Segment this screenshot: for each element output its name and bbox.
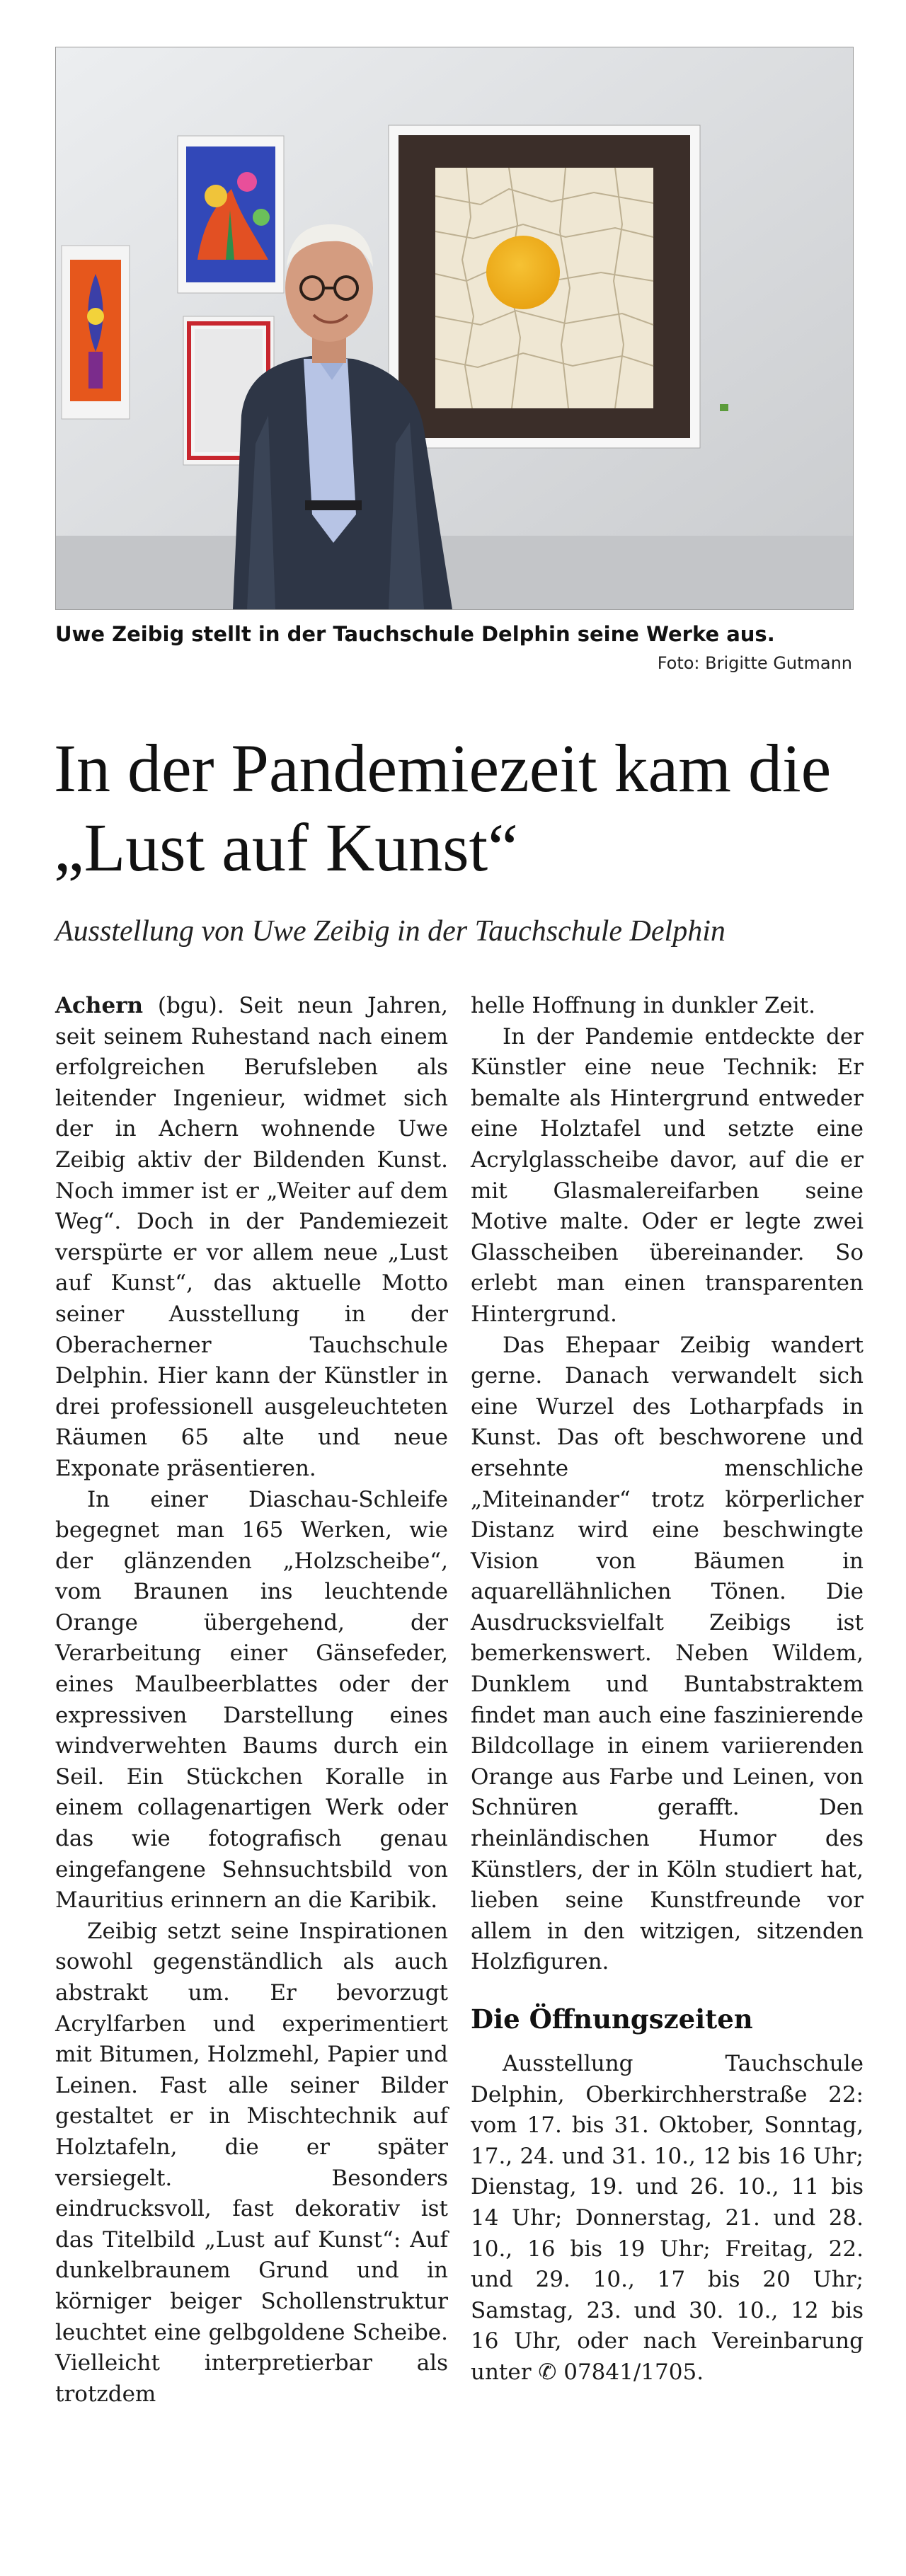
paragraph-text: (bgu). Seit neun Jahren, seit seinem Ruhestand nach einem erfolgreichen Berufsleben als leitender Ingenieur, widmet sich der in Achern wohnende Uwe Zeibig aktiv der Bildenden Kunst. Noch immer ist er „Weiter auf dem Weg“. Doch in der Pandemiezeit verspürte er vor allem neue „Lust auf Kunst“, das aktuelle Motto seiner Ausstellung in der Oberacherner Tauchschule Delphin. Hier kann der Künstler in drei professionell ausgeleuchteten Räumen 65 alte und neue Exponate präsentieren. <box>55 993 448 1481</box>
article-paragraph <box>55 991 448 1485</box>
info-box-title: Die Öffnungszeiten <box>471 2003 753 2035</box>
article-column-right <box>471 991 864 2388</box>
info-box-text: Ausstellung Tauchschule Delphin, Oberkirchherstraße 22: vom 17. bis 31. Oktober, Sonntag, 17., 24. und 31. 10., 12 bis 16 Uhr; Dienstag, 19. und 26. 10., 11 bis 14 Uhr; Donnerstag, 21. und 28. 10., 16 bis 19 Uhr; Freitag, 22. und 29. 10., 17 bis 20 Uhr; Samstag, 23. und 30. 10., 12 bis 16 Uhr, oder nach Vereinbarung unter ✆ 07841/1705. <box>471 2051 864 2385</box>
subheadline: Ausstellung von Uwe Zeibig in der Tauchschule Delphin <box>55 915 726 948</box>
article-photo <box>55 47 854 610</box>
article-paragraph: In der Pandemie entdeckte der Künstler eine neue Technik: Er bemalte als Hintergrund entweder eine Holztafel und setzte eine Acrylglasscheibe davor, auf die er mit Glasmalereifarben seine Motive malte. Oder er legte zwei Glasscheiben übereinander. So erlebt man einen transparenten Hintergrund. <box>471 1023 864 1327</box>
article-paragraph: In einer Diaschau-Schleife begegnet man 165 Werken, wie der glänzenden „Holzscheibe“, vom Braunen ins leuchtende Orange übergehend, der Verarbeitung einer Gänsefeder, eines Maulbeerblattes oder der expressiven Darstellung eines windverwehten Baums durch ein Seil. Ein Stückchen Koralle in einem collagenartigen Werk oder das wie fotografisch genau eingefangene Sehnsuchtsbild von Mauritius erinnern an die Karibik. <box>55 1486 448 1914</box>
article-column-left <box>55 991 448 2410</box>
headline: In der Pandemiezeit kam die „Lust auf Kunst“ <box>54 730 832 885</box>
dateline: Achern <box>55 993 144 1018</box>
article-paragraph: Zeibig setzt seine Inspirationen sowohl gegenständlich als auch abstrakt um. Er bevorzugt Acrylfarben und experimentiert mit Bitumen, Holzmehl, Papier und Leinen. Fast alle seiner Bilder gestaltet er in Mischtechnik auf Holztafeln, die er später versiegelt. Besonders eindrucksvoll, fast dekorativ ist das Titelbild „Lust auf Kunst“: Auf dunkelbraunem Grund und in körniger beiger Schollenstruktur leuchtet eine gelbgoldene Scheibe. Vielleicht interpretierbar als trotzdem <box>55 1918 448 2407</box>
article-paragraph: Das Ehepaar Zeibig wandert gerne. Danach verwandelt sich eine Wurzel des Lotharpfads in Kunst. Das oft beschworene und ersehnte menschliche „Miteinander“ trotz körperlicher Distanz wird eine beschwingte Vision von Bäumen in aquarellähnlichen Tönen. Die Ausdrucksvielfalt Zeibigs ist bemerkenswert. Neben Wildem, Dunklem und Buntabstraktem findet man auch eine faszinierende Bildcollage in einem variierenden Orange aus Farbe und Leinen, von Schnüren gerafft. Den rheinländischen Humor des Künstlers, der in Köln studiert hat, lieben seine Kunstfreunde vor allem in den witzigen, sitzenden Holzfiguren. <box>471 1332 864 1975</box>
article-paragraph: helle Hoffnung in dunkler Zeit. <box>471 993 815 1018</box>
photo-caption: Uwe Zeibig stellt in der Tauchschule Delphin seine Werke aus. <box>55 622 775 646</box>
painting-small-left <box>62 246 130 419</box>
photo-credit: Foto: Brigitte Gutmann <box>657 653 852 673</box>
painting-lust-auf-kunst <box>389 125 700 448</box>
photo-illustration <box>56 47 853 609</box>
painting-flowers <box>178 136 284 293</box>
